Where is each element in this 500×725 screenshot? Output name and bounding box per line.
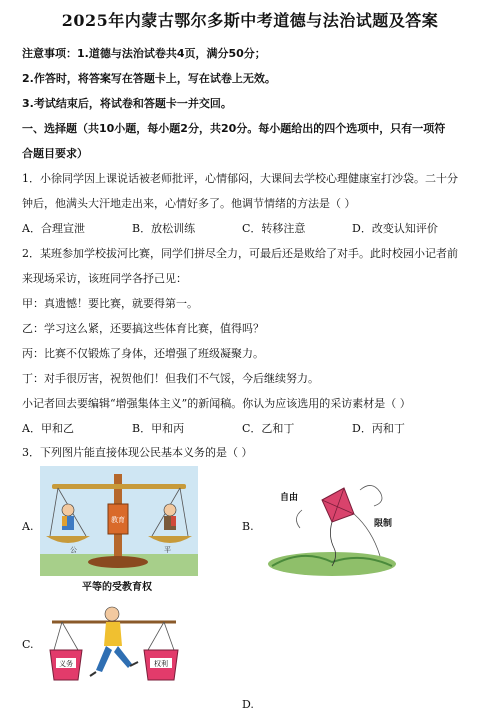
note-2: 2.作答时，将答案写在答题卡上，写在试卷上无效。 (22, 72, 276, 85)
q2-stem-line3: 小记者回去要编辑“增强集体主义”的新闻稿。你认为应该选用的采访素材是（ ） (22, 397, 411, 410)
q3-label-d: D. (242, 698, 254, 711)
figure-b-kite-illustration (262, 470, 412, 578)
page-title: 2025年内蒙古鄂尔多斯中考道德与法治试题及答案 (61, 11, 439, 30)
q3-label-a: A. (22, 520, 34, 533)
figure-c-duty-text: 义务 (59, 660, 73, 668)
note-3: 3.考试结束后，将试卷和答题卡一并交回。 (22, 97, 232, 110)
figure-a-left-pan-text: 公 (70, 546, 77, 554)
figure-b-freedom-text: 自由 (280, 493, 299, 503)
q3-stem: 3．下列图片能直接体现公民基本义务的是（ ） (22, 446, 253, 459)
q1-stem-line2: 钟后，他满头大汗地走出来，心情好多了。他调节情绪的方法是（ ） (22, 197, 356, 210)
figure-c-rights-duties-illustration (44, 600, 184, 692)
q2-statement-yi: 乙：学习这么紧，还要搞这些体育比赛，值得吗？ (22, 322, 264, 335)
q2-option-a: A．甲和乙 (22, 422, 74, 435)
q3-label-b: B. (242, 520, 254, 533)
figure-a-scale-illustration (40, 466, 198, 576)
q2-option-b: B．甲和丙 (132, 422, 185, 435)
figure-a-book-text: 教育 (111, 516, 125, 524)
q1-option-d: D．改变认知评价 (352, 222, 438, 235)
figure-a-caption: 平等的受教育权 (82, 582, 152, 593)
q1-option-c: C．转移注意 (242, 222, 306, 235)
q2-statement-jia: 甲：真遗憾！要比赛，就要得第一。 (22, 297, 198, 310)
q1-stem-line1: 1．小徐同学因上课说话被老师批评，心情郁闷，大课间去学校心理健康室打沙袋。二十分 (22, 172, 458, 185)
figure-c-rights-text: 权利 (154, 660, 168, 668)
q3-label-c: C. (22, 638, 34, 651)
section-heading-line2: 合题目要求） (22, 147, 88, 160)
q2-stem-line1: 2．某班参加学校拔河比赛，同学们拼尽全力，可最后还是败给了对手。此时校园小记者前 (22, 247, 458, 260)
q2-option-d: D．丙和丁 (352, 422, 405, 435)
q1-option-a: A．合理宣泄 (22, 222, 85, 235)
q2-statement-bing: 丙：比赛不仅锻炼了身体，还增强了班级凝聚力。 (22, 347, 264, 360)
q2-stem-line2: 来现场采访，该班同学各抒己见： (22, 272, 187, 285)
figure-a-right-pan-text: 平 (164, 546, 171, 554)
q2-statement-ding: 丁：对手很厉害，祝贺他们！但我们不气馁，今后继续努力。 (22, 372, 319, 385)
note-1: 注意事项：1.道德与法治试卷共4页，满分50分； (22, 47, 266, 60)
figure-b-limit-text: 限制 (374, 519, 393, 529)
q1-option-b: B．放松训练 (132, 222, 196, 235)
section-heading-line1: 一、选择题（共10小题，每小题2分，共20分。每小题给出的四个选项中，只有一项符 (22, 122, 446, 135)
q2-option-c: C．乙和丁 (242, 422, 295, 435)
